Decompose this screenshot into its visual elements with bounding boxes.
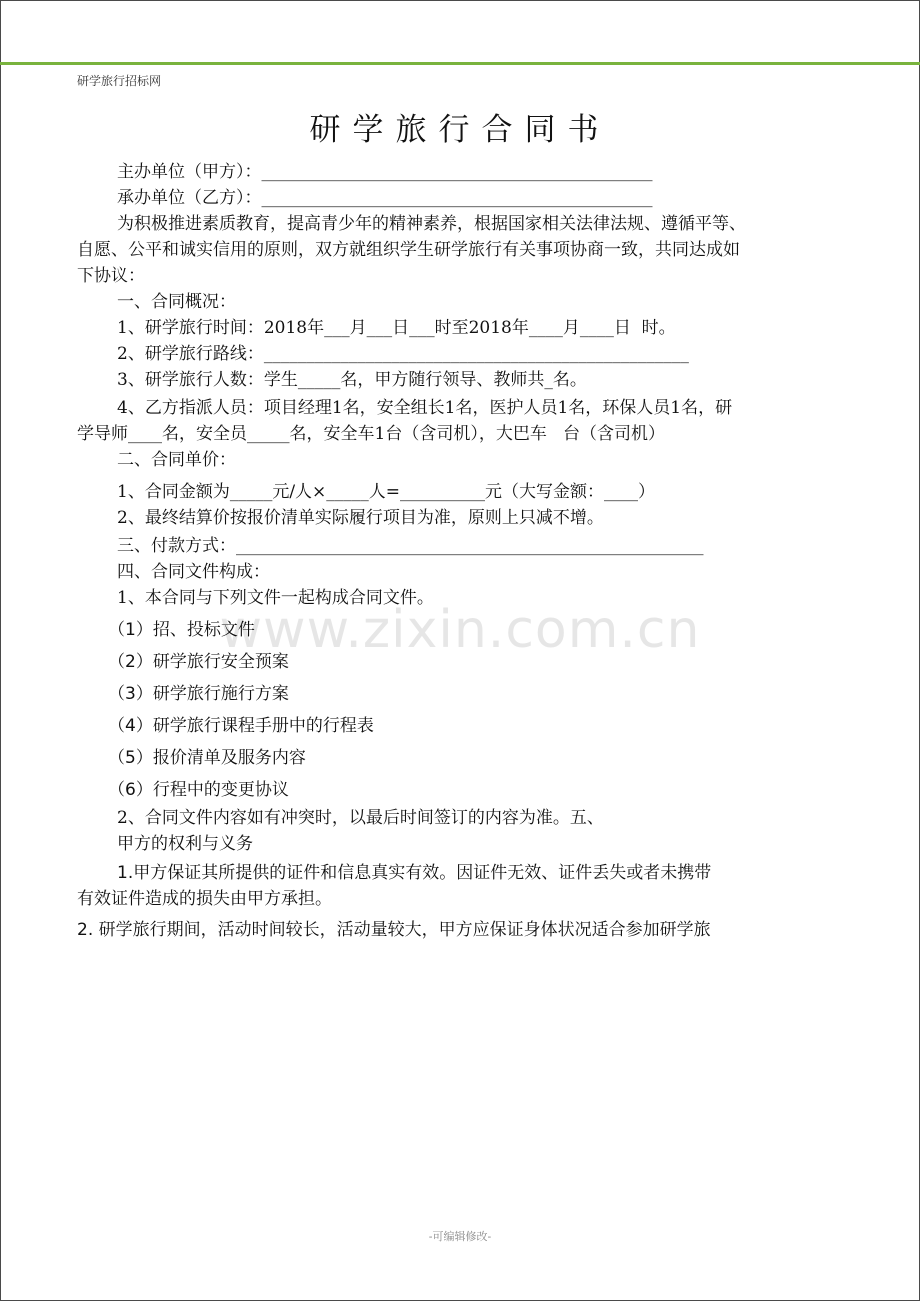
header-site-name: 研学旅行招标网 bbox=[77, 74, 162, 88]
clause-5-1-line-1: 1.甲方保证其所提供的证件和信息真实有效。因证件无效、证件丢失或者未携带 bbox=[117, 863, 712, 883]
document-list-item-3: （3）研学旅行施行方案 bbox=[108, 684, 289, 704]
preamble-line-2: 自愿、公平和诚实信用的原则，双方就组织学生研学旅行有关事项协商一致，共同达成如 bbox=[77, 240, 740, 260]
footer-note: -可编辑修改- bbox=[428, 1230, 492, 1243]
clause-5-1-line-2: 有效证件造成的损失由甲方承担。 bbox=[77, 889, 332, 909]
clause-1-3: 3、研学旅行人数：学生_____名，甲方随行领导、教师共_名。 bbox=[117, 370, 587, 390]
section-heading-3: 三、付款方式：_______________________________________________________ bbox=[117, 536, 704, 556]
clause-1-2: 2、研学旅行路线：__________________________________________________ bbox=[117, 344, 689, 364]
party-a-line: 主办单位（甲方）：______________________________________________ bbox=[117, 162, 653, 182]
clause-2-2: 2、最终结算价按报价清单实际履行项目为准，原则上只减不增。 bbox=[117, 508, 604, 528]
document-list-item-2: （2）研学旅行安全预案 bbox=[108, 652, 289, 672]
document-title: 研学旅行合同书 bbox=[309, 112, 611, 148]
clause-2-1: 1、合同金额为_____元/人×_____人=__________元（大写金额：____） bbox=[117, 482, 656, 502]
clause-1-4-line-2: 学导师____名，安全员_____名，安全车1台（含司机），大巴车 台（含司机） bbox=[77, 424, 666, 444]
clause-5-2-line-1: 2. 研学旅行期间，活动时间较长，活动量较大，甲方应保证身体状况适合参加研学旅 bbox=[77, 920, 711, 940]
watermark: www.zixin.com.cn bbox=[219, 600, 701, 660]
clause-1-4-line-1: 4、乙方指派人员：项目经理1名，安全组长1名，医护人员1名，环保人员1名，研 bbox=[117, 398, 733, 418]
clause-4-2: 2、合同文件内容如有冲突时，以最后时间签订的内容为准。五、 bbox=[117, 808, 604, 828]
document-list-item-1: （1）招、投标文件 bbox=[108, 620, 255, 640]
clause-4-1: 1、本合同与下列文件一起构成合同文件。 bbox=[117, 588, 434, 608]
preamble-line-3: 下协议： bbox=[77, 266, 145, 286]
section-heading-4: 四、合同文件构成： bbox=[117, 562, 270, 582]
document-list-item-4: （4）研学旅行课程手册中的行程表 bbox=[108, 716, 374, 736]
section-heading-1: 一、合同概况： bbox=[117, 292, 236, 312]
document-list-item-6: （6）行程中的变更协议 bbox=[108, 780, 289, 800]
section-heading-5: 甲方的权利与义务 bbox=[117, 834, 253, 854]
header-rule bbox=[0, 62, 920, 65]
party-b-line: 承办单位（乙方）：______________________________________________ bbox=[117, 188, 653, 208]
clause-1-1: 1、研学旅行时间：2018年___月___日___时至2018年____月____日 时。 bbox=[117, 318, 676, 338]
document-list-item-5: （5）报价清单及服务内容 bbox=[108, 748, 306, 768]
section-heading-2: 二、合同单价： bbox=[117, 450, 236, 470]
preamble-line-1: 为积极推进素质教育，提高青少年的精神素养，根据国家相关法律法规、遵循平等、 bbox=[117, 214, 746, 234]
